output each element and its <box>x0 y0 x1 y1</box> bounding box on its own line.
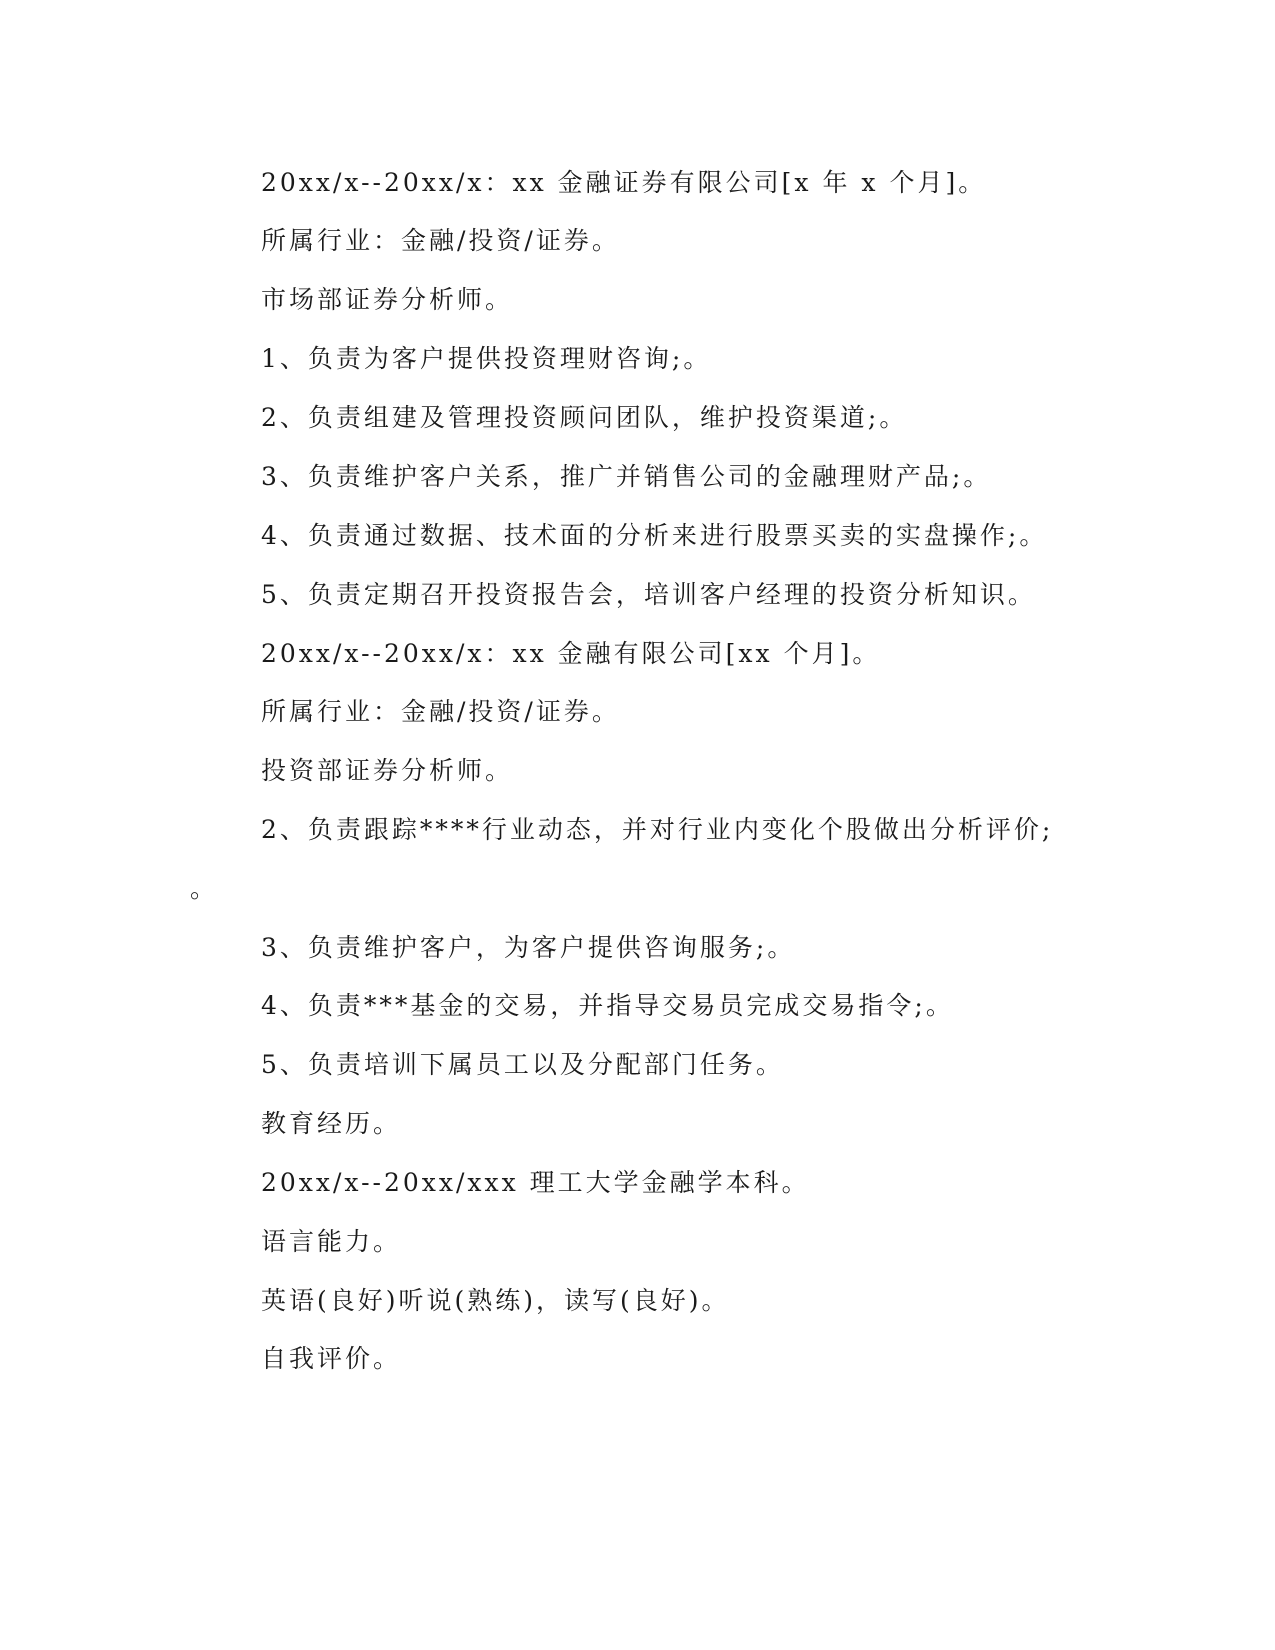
job-2-duty-3: 3、负责维护客户，为客户提供咨询服务;。 <box>261 933 796 962</box>
job-1-duty-5: 5、负责定期召开投资报告会，培训客户经理的投资分析知识。 <box>261 580 1036 609</box>
education-entry: 20xx/x--20xx/xxx 理工大学金融学本科。 <box>261 1168 810 1197</box>
job-1-duty-1: 1、负责为客户提供投资理财咨询;。 <box>261 344 712 373</box>
job-2-duty-2-continuation: 。 <box>190 874 219 903</box>
education-heading: 教育经历。 <box>261 1109 402 1138</box>
job-2-industry: 所属行业：金融/投资/证券。 <box>261 697 620 726</box>
job-2-position: 投资部证券分析师。 <box>261 756 514 785</box>
job-2-duty-4: 4、负责***基金的交易，并指导交易员完成交易指令;。 <box>261 991 954 1020</box>
job-1-duty-4: 4、负责通过数据、技术面的分析来进行股票买卖的实盘操作;。 <box>261 521 1048 550</box>
job-1-industry: 所属行业：金融/投资/证券。 <box>261 226 620 255</box>
self-evaluation-heading: 自我评价。 <box>261 1344 402 1373</box>
job-1-duty-3: 3、负责维护客户关系，推广并销售公司的金融理财产品;。 <box>261 462 992 491</box>
language-entry: 英语(良好)听说(熟练)，读写(良好)。 <box>261 1286 730 1315</box>
job-2-period-company: 20xx/x--20xx/x：xx 金融有限公司[xx 个月]。 <box>261 639 881 668</box>
job-1-period-company: 20xx/x--20xx/x：xx 金融证券有限公司[x 年 x 个月]。 <box>261 168 987 197</box>
job-1-duty-2: 2、负责组建及管理投资顾问团队，维护投资渠道;。 <box>261 403 908 432</box>
job-1-position: 市场部证券分析师。 <box>261 285 514 314</box>
language-heading: 语言能力。 <box>261 1227 402 1256</box>
job-2-duty-5: 5、负责培训下属员工以及分配部门任务。 <box>261 1050 784 1079</box>
job-2-duty-2: 2、负责跟踪****行业动态，并对行业内变化个股做出分析评价; <box>261 815 1054 844</box>
